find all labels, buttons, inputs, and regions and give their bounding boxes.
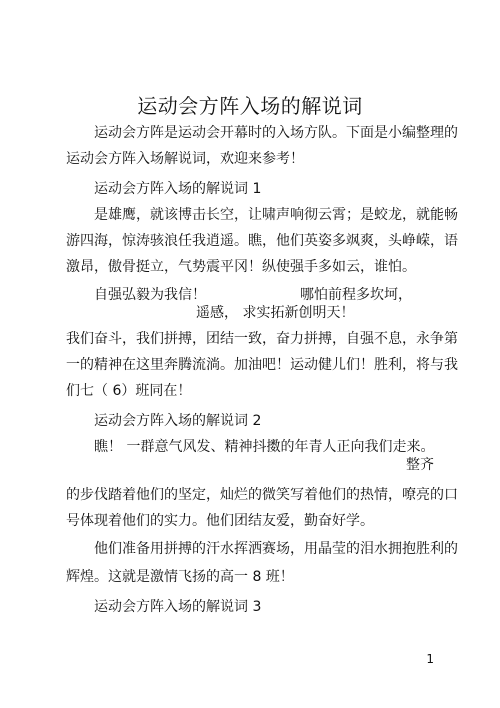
intro-line-2: 运动会方阵入场解说词，欢迎来参考！	[66, 151, 304, 167]
section-2-para-1: 瞧！ 一群意气风发、精神抖擞的年青人正向我们走来。	[94, 439, 435, 455]
document-title: 运动会方阵入场的解说词	[137, 94, 363, 118]
section-1-para-2-left: 自强弘毅为我信！	[94, 287, 206, 303]
section-2-heading: 运动会方阵入场的解说词 2	[94, 413, 262, 429]
section-2-para-1-right: 整齐	[406, 457, 434, 473]
section-1-para-3-line-2: 一的精神在这里奔腾流淌。加油吧！运动健儿们！胜利，将与我	[66, 357, 458, 373]
section-1-para-1-line-1: 是雄鹰，就该博击长空，让啸声响彻云霄；是蛟龙，就能畅	[94, 207, 458, 223]
section-1-heading: 运动会方阵入场的解说词 1	[94, 181, 262, 197]
section-3-heading: 运动会方阵入场的解说词 3	[94, 599, 262, 615]
section-1-para-2-right: 哪怕前程多坎坷，	[300, 287, 412, 303]
section-1-para-1-line-2: 游四海，惊涛骇浪任我逍遥。瞧，他们英姿多飒爽，头峥嵘，语	[66, 233, 458, 249]
section-2-para-3-line-2: 辉煌。这就是激情飞扬的高一 8 班！	[66, 569, 294, 585]
section-1-para-3-line-1: 我们奋斗，我们拼搏，团结一致，奋力拼搏，自强不息，永争第	[66, 331, 458, 347]
section-2-para-2-line-2: 号体现着他们的实力。他们团结友爱，勤奋好学。	[66, 513, 374, 529]
intro-line-1: 运动会方阵是运动会开幕时的入场方队。下面是小编整理的	[94, 125, 458, 141]
section-1-para-3-line-3: 们七（ 6）班同在！	[66, 383, 192, 399]
section-1-para-1-line-3: 激昂，傲骨挺立，气势震平冈！纵使强手多如云，谁怕。	[66, 259, 416, 275]
section-1-para-2-line-2: 遥感， 求实拓新创明天！	[196, 305, 355, 321]
page-number: 1	[426, 652, 434, 666]
section-2-para-3-line-1: 他们准备用拼搏的汗水挥洒赛场，用晶莹的泪水拥抱胜利的	[94, 541, 458, 557]
section-2-para-2-line-1: 的步伐踏着他们的坚定，灿烂的微笑写着他们的热情，嘹亮的口	[66, 487, 458, 503]
